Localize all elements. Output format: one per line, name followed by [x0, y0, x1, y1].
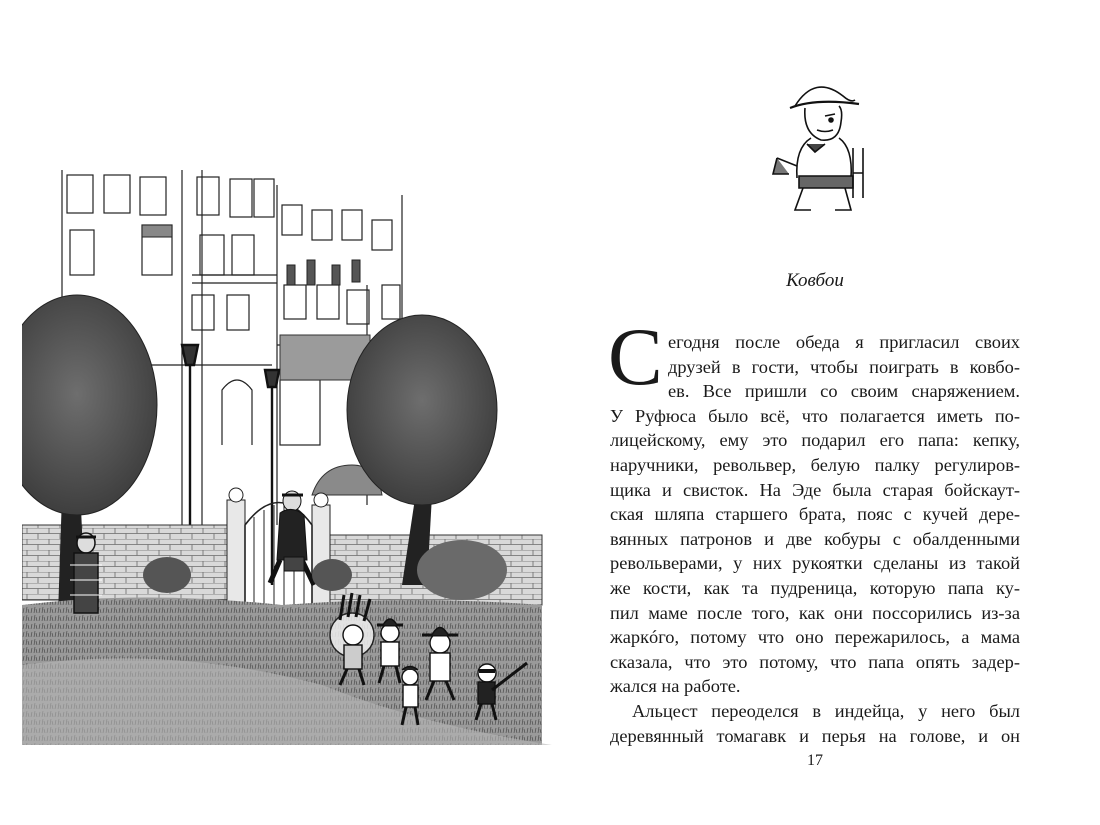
- street-scene-drawing: [22, 165, 552, 745]
- text-line: наручники, револьвер, белую палку регулиров-: [610, 454, 1020, 475]
- text-line: жался на работе.: [610, 676, 741, 697]
- text-line: ев. Все пришли со своим снаряжением.: [668, 381, 1020, 402]
- text-line: сказала, что это потому, что папа опять задер-: [610, 651, 1020, 672]
- text-line: вянных патронов и две кобуры с обалденными: [610, 528, 1020, 549]
- street-scene-illustration: [22, 165, 552, 745]
- chapter-title: Ковбои: [786, 270, 844, 291]
- text-line: У Руфюса было всё, что полагается иметь по-: [610, 405, 1020, 426]
- page-number: 17: [807, 752, 823, 769]
- text-line: деревянный томагавк и перья на голове, и он: [610, 725, 1020, 746]
- text-line: пил маме после того, как они поссорились из-за: [610, 602, 1020, 623]
- text-line: револьверами, у них рукоятки сделаны из такой: [610, 553, 1020, 574]
- text-line: же кости, как та пудреница, которую папа ку-: [610, 577, 1020, 598]
- text-line: жаркóго, потому что оно пережарилось, а мама: [610, 627, 1020, 648]
- body-text: [610, 330, 1020, 748]
- text-line: щика и свисток. На Эде была старая бойскаут-: [610, 479, 1020, 500]
- cowboy-boy-drawing: [755, 78, 875, 218]
- text-line: Альцест переоделся в индейца, у него был: [632, 700, 1020, 721]
- cowboy-boy-vignette: [755, 78, 875, 218]
- text-line: егодня после обеда я пригласил своих: [668, 332, 1020, 352]
- text-line: друзей в гости, чтобы поиграть в ковбо-: [668, 356, 1020, 377]
- text-line: ская шляпа старшего брата, пояс с кучей дере-: [610, 504, 1020, 525]
- drop-cap: С: [608, 311, 663, 402]
- text-line: лицейскому, ему это подарил его папа: кепку,: [610, 430, 1020, 451]
